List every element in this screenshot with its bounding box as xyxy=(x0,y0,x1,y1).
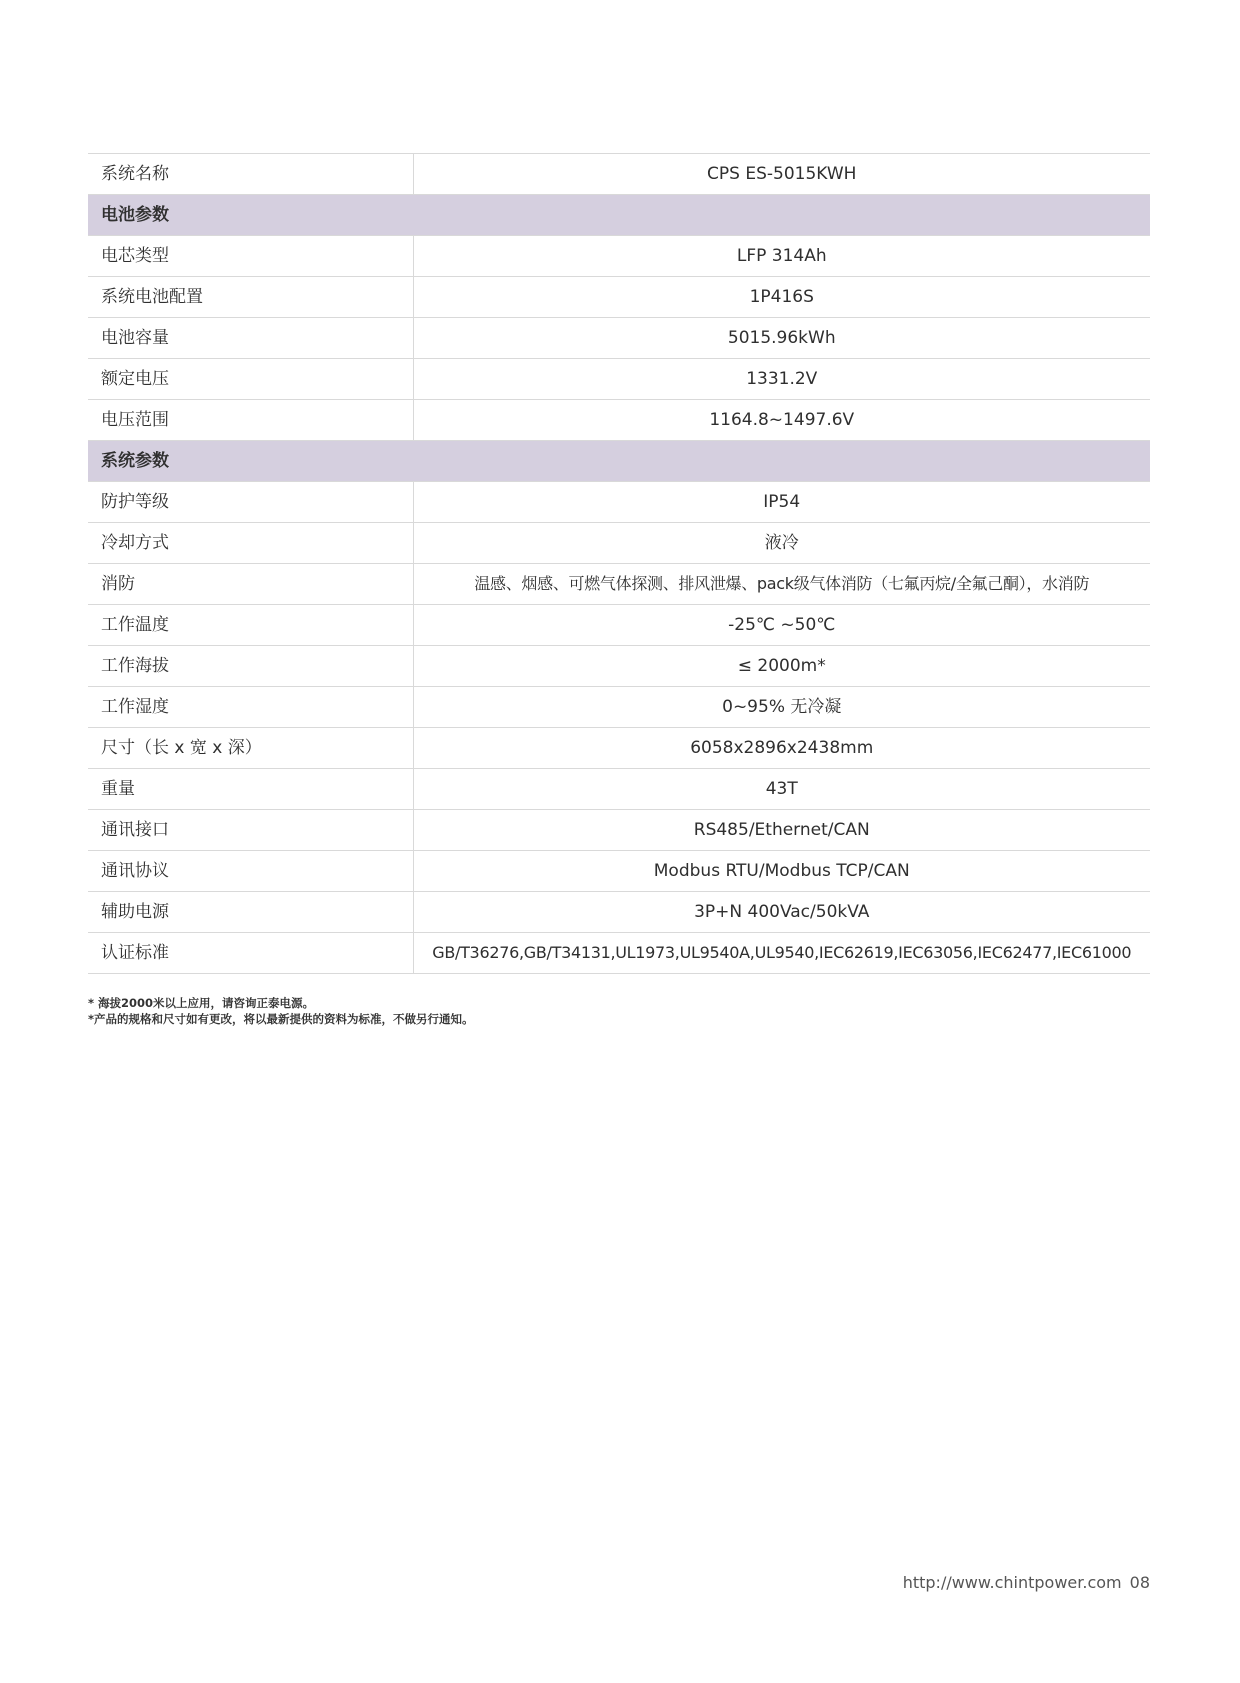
row-value: 0~95% 无冷凝 xyxy=(413,687,1150,728)
table-row-system-name xyxy=(88,154,1150,195)
row-label: 电芯类型 xyxy=(88,236,413,277)
row-value: 43T xyxy=(413,769,1150,810)
table-row xyxy=(88,523,1150,564)
footnote-spec-change: *产品的规格和尺寸如有更改，将以最新提供的资料为标准，不做另行通知。 xyxy=(88,1012,474,1026)
row-value: GB/T36276,GB/T34131,UL1973,UL9540A,UL9540,IEC62619,IEC63056,IEC62477,IEC61000 xyxy=(413,933,1150,974)
table-row xyxy=(88,933,1150,974)
table-row xyxy=(88,810,1150,851)
page-footer xyxy=(903,1573,1150,1592)
row-value: RS485/Ethernet/CAN xyxy=(413,810,1150,851)
table-row xyxy=(88,400,1150,441)
footnotes xyxy=(88,995,474,1027)
table-row xyxy=(88,318,1150,359)
row-label: 辅助电源 xyxy=(88,892,413,933)
row-label: 电压范围 xyxy=(88,400,413,441)
row-label: 工作温度 xyxy=(88,605,413,646)
row-label: 工作湿度 xyxy=(88,687,413,728)
section-header-system xyxy=(88,441,1150,482)
row-label: 系统电池配置 xyxy=(88,277,413,318)
page-number: 08 xyxy=(1129,1573,1150,1592)
table-row xyxy=(88,605,1150,646)
row-label: 重量 xyxy=(88,769,413,810)
row-value: ≤ 2000m* xyxy=(413,646,1150,687)
row-label: 额定电压 xyxy=(88,359,413,400)
table-row xyxy=(88,892,1150,933)
row-value: IP54 xyxy=(413,482,1150,523)
row-label: 工作海拔 xyxy=(88,646,413,687)
table-row xyxy=(88,687,1150,728)
table-row xyxy=(88,236,1150,277)
row-label: 系统名称 xyxy=(88,154,413,195)
table-row xyxy=(88,482,1150,523)
row-value: LFP 314Ah xyxy=(413,236,1150,277)
row-label: 电池容量 xyxy=(88,318,413,359)
row-label: 冷却方式 xyxy=(88,523,413,564)
row-value: 1331.2V xyxy=(413,359,1150,400)
section-title: 电池参数 xyxy=(88,195,1150,236)
table-row xyxy=(88,359,1150,400)
row-value: Modbus RTU/Modbus TCP/CAN xyxy=(413,851,1150,892)
table-row xyxy=(88,851,1150,892)
row-value: 1P416S xyxy=(413,277,1150,318)
row-label: 尺寸（长 x 宽 x 深） xyxy=(88,728,413,769)
table-row xyxy=(88,564,1150,605)
table-row xyxy=(88,277,1150,318)
row-value: 5015.96kWh xyxy=(413,318,1150,359)
row-label: 消防 xyxy=(88,564,413,605)
row-value: 温感、烟感、可燃气体探测、排风泄爆、pack级气体消防（七氟丙烷/全氟己酮），水消防 xyxy=(413,564,1150,605)
row-label: 通讯协议 xyxy=(88,851,413,892)
row-value: 1164.8~1497.6V xyxy=(413,400,1150,441)
row-label: 认证标准 xyxy=(88,933,413,974)
table-row xyxy=(88,728,1150,769)
row-value: -25℃ ~50℃ xyxy=(413,605,1150,646)
row-label: 通讯接口 xyxy=(88,810,413,851)
row-value: 3P+N 400Vac/50kVA xyxy=(413,892,1150,933)
row-value: 6058x2896x2438mm xyxy=(413,728,1150,769)
row-label: 防护等级 xyxy=(88,482,413,523)
section-title: 系统参数 xyxy=(88,441,1150,482)
table-row xyxy=(88,646,1150,687)
row-value: 液冷 xyxy=(413,523,1150,564)
row-value: CPS ES-5015KWH xyxy=(413,154,1150,195)
section-header-battery xyxy=(88,195,1150,236)
spec-table xyxy=(88,153,1150,974)
footer-url: http://www.chintpower.com xyxy=(902,1573,1122,1592)
table-row xyxy=(88,769,1150,810)
footnote-altitude: * 海拔2000米以上应用，请咨询正泰电源。 xyxy=(88,996,315,1010)
